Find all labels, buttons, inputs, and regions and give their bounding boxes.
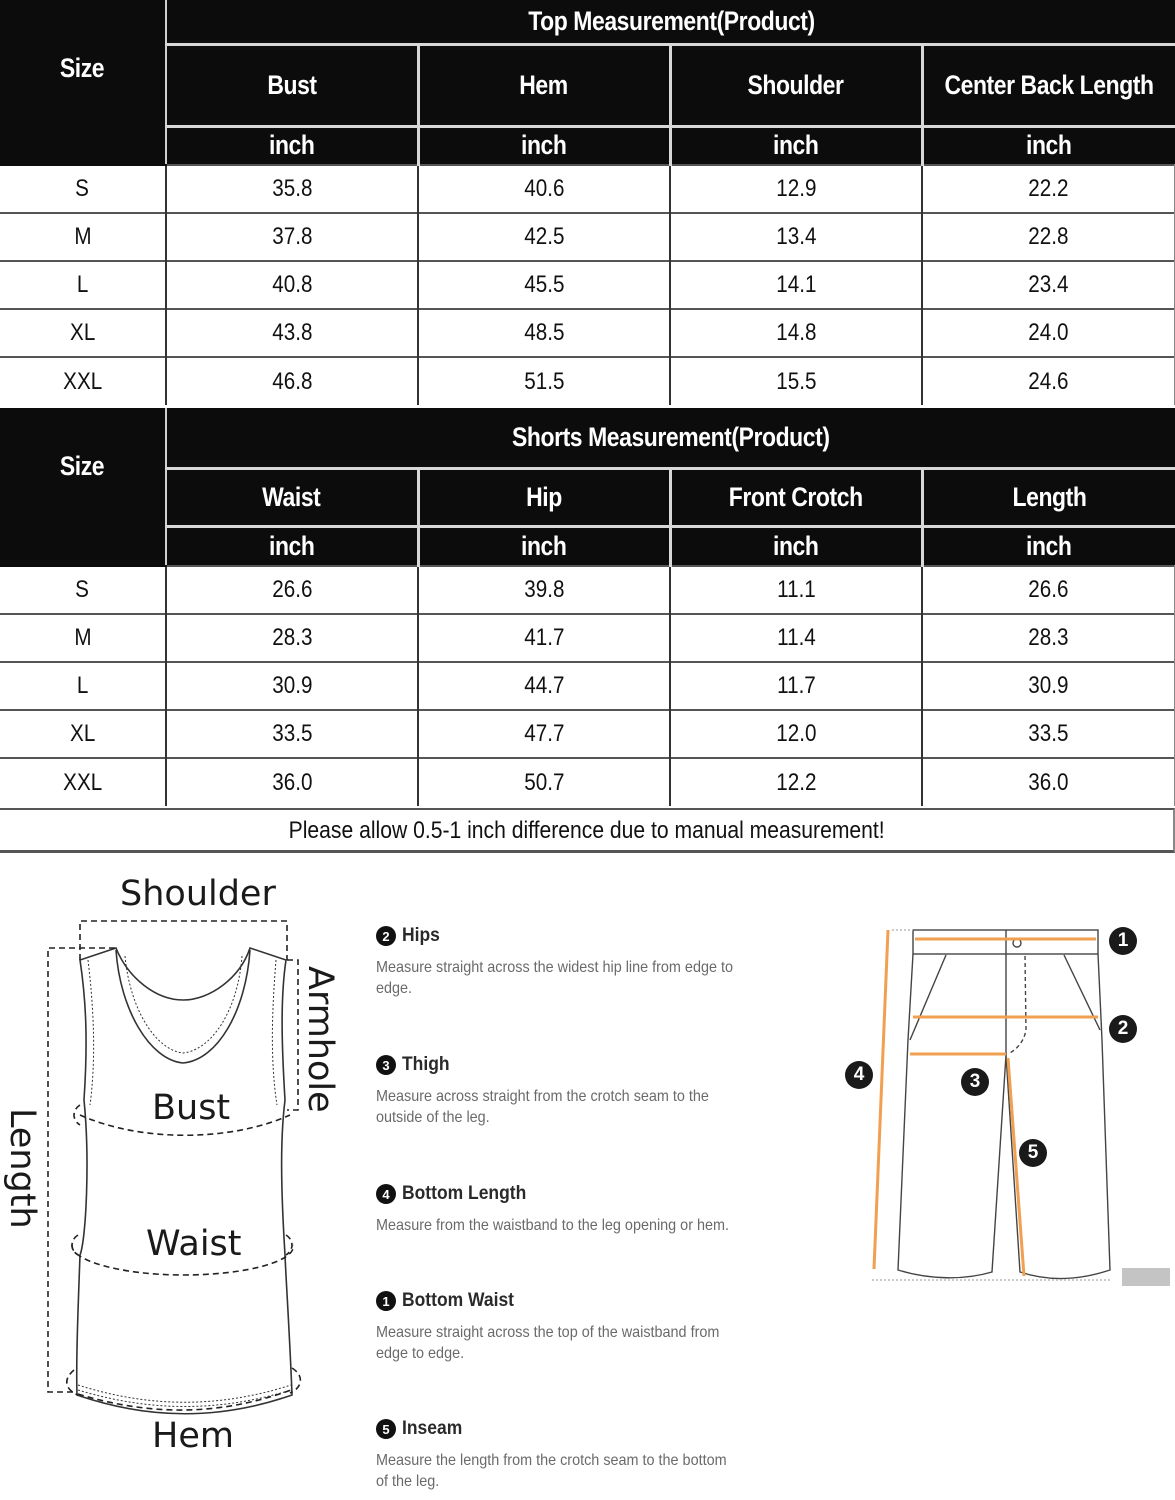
table-row bbox=[0, 213, 1175, 261]
waist-label: Waist bbox=[146, 1224, 242, 1264]
size-cell: XL bbox=[0, 710, 166, 758]
size-cell: S bbox=[0, 165, 166, 213]
size-cell: XXL bbox=[0, 758, 166, 806]
size-cell: M bbox=[0, 213, 166, 261]
value-cell: 33.5 bbox=[922, 710, 1175, 758]
unit-label: inch bbox=[922, 526, 1175, 566]
value-cell: 50.7 bbox=[418, 758, 670, 806]
number-badge-icon: 1 bbox=[376, 1291, 396, 1311]
top-measurement-table bbox=[0, 0, 1175, 405]
number-badge-icon: 2 bbox=[376, 926, 396, 946]
table-row bbox=[0, 566, 1175, 614]
marker-1-icon: 1 bbox=[1109, 927, 1137, 955]
marker-2-icon: 2 bbox=[1109, 1015, 1137, 1043]
value-cell: 36.0 bbox=[166, 758, 418, 806]
instruction-bottom-length: 4 Bottom Length Measure from the waistband to the leg opening or hem. bbox=[376, 1183, 730, 1234]
measurement-note: Please allow 0.5-1 inch difference due to manual measurement! bbox=[0, 808, 1175, 853]
value-cell: 15.5 bbox=[670, 357, 922, 405]
number-badge-icon: 5 bbox=[376, 1419, 396, 1439]
unit-label: inch bbox=[670, 526, 922, 566]
value-cell: 13.4 bbox=[670, 213, 922, 261]
shorts-diagram bbox=[840, 900, 1175, 1300]
unit-label: inch bbox=[418, 526, 670, 566]
unit-label: inch bbox=[166, 126, 418, 165]
marker-4-icon: 4 bbox=[845, 1061, 873, 1089]
value-cell: 39.8 bbox=[418, 566, 670, 614]
instruction-hips: 2 Hips Measure straight across the widest hip line from edge to edge. bbox=[376, 925, 733, 997]
value-cell: 28.3 bbox=[166, 614, 418, 662]
column-header-shoulder: Shoulder bbox=[670, 44, 922, 126]
unit-label: inch bbox=[166, 526, 418, 566]
table-row bbox=[0, 309, 1175, 357]
value-cell: 37.8 bbox=[166, 213, 418, 261]
value-cell: 26.6 bbox=[922, 566, 1175, 614]
size-cell: XXL bbox=[0, 357, 166, 405]
value-cell: 22.8 bbox=[922, 213, 1175, 261]
table-row bbox=[0, 165, 1175, 213]
table-row bbox=[0, 357, 1175, 405]
hem-label: Hem bbox=[152, 1416, 234, 1456]
value-cell: 45.5 bbox=[418, 261, 670, 309]
marker-3-icon: 3 bbox=[961, 1068, 989, 1096]
size-cell: L bbox=[0, 261, 166, 309]
instruction-bottom-waist: 1 Bottom Waist Measure straight across the top of the waistband from edge to edge. bbox=[376, 1290, 720, 1362]
value-cell: 28.3 bbox=[922, 614, 1175, 662]
value-cell: 12.9 bbox=[670, 165, 922, 213]
table-row bbox=[0, 662, 1175, 710]
tank-top-diagram bbox=[0, 860, 360, 1500]
size-cell: S bbox=[0, 566, 166, 614]
column-header-length: Length bbox=[922, 468, 1175, 526]
value-cell: 46.8 bbox=[166, 357, 418, 405]
column-header-hem: Hem bbox=[418, 44, 670, 126]
armhole-label: Armhole bbox=[300, 966, 340, 1113]
value-cell: 11.1 bbox=[670, 566, 922, 614]
value-cell: 26.6 bbox=[166, 566, 418, 614]
value-cell: 23.4 bbox=[922, 261, 1175, 309]
value-cell: 14.1 bbox=[670, 261, 922, 309]
value-cell: 44.7 bbox=[418, 662, 670, 710]
value-cell: 36.0 bbox=[922, 758, 1175, 806]
value-cell: 48.5 bbox=[418, 309, 670, 357]
value-cell: 11.7 bbox=[670, 662, 922, 710]
value-cell: 47.7 bbox=[418, 710, 670, 758]
value-cell: 12.0 bbox=[670, 710, 922, 758]
number-badge-icon: 3 bbox=[376, 1055, 396, 1075]
size-header: Size bbox=[0, 0, 166, 165]
column-header-hip: Hip bbox=[418, 468, 670, 526]
table-row bbox=[0, 614, 1175, 662]
value-cell: 24.0 bbox=[922, 309, 1175, 357]
size-cell: XL bbox=[0, 309, 166, 357]
table-row bbox=[0, 261, 1175, 309]
length-label: Length bbox=[2, 1108, 42, 1229]
table-row bbox=[0, 758, 1175, 806]
color-swatch bbox=[1122, 1268, 1170, 1286]
instruction-thigh: 3 Thigh Measure across straight from the crotch seam to the outside of the leg. bbox=[376, 1054, 709, 1126]
table-title: Top Measurement(Product) bbox=[166, 0, 1175, 44]
number-badge-icon: 4 bbox=[376, 1184, 396, 1204]
value-cell: 24.6 bbox=[922, 357, 1175, 405]
size-cell: M bbox=[0, 614, 166, 662]
value-cell: 22.2 bbox=[922, 165, 1175, 213]
size-cell: L bbox=[0, 662, 166, 710]
value-cell: 42.5 bbox=[418, 213, 670, 261]
instruction-inseam: 5 Inseam Measure the length from the crotch seam to the bottom of the leg. bbox=[376, 1418, 727, 1490]
value-cell: 40.6 bbox=[418, 165, 670, 213]
size-header: Size bbox=[0, 408, 166, 566]
table-row bbox=[0, 710, 1175, 758]
shoulder-label: Shoulder bbox=[120, 874, 276, 914]
unit-label: inch bbox=[670, 126, 922, 165]
column-header-bust: Bust bbox=[166, 44, 418, 126]
bust-label: Bust bbox=[152, 1088, 231, 1128]
value-cell: 40.8 bbox=[166, 261, 418, 309]
column-header-waist: Waist bbox=[166, 468, 418, 526]
value-cell: 41.7 bbox=[418, 614, 670, 662]
unit-label: inch bbox=[922, 126, 1175, 165]
column-header-front-crotch: Front Crotch bbox=[670, 468, 922, 526]
value-cell: 30.9 bbox=[166, 662, 418, 710]
value-cell: 35.8 bbox=[166, 165, 418, 213]
column-header-center-back-length: Center Back Length bbox=[922, 44, 1175, 126]
value-cell: 14.8 bbox=[670, 309, 922, 357]
marker-5-icon: 5 bbox=[1019, 1139, 1047, 1167]
value-cell: 30.9 bbox=[922, 662, 1175, 710]
value-cell: 11.4 bbox=[670, 614, 922, 662]
value-cell: 51.5 bbox=[418, 357, 670, 405]
table-title: Shorts Measurement(Product) bbox=[166, 408, 1175, 468]
unit-label: inch bbox=[418, 126, 670, 165]
shorts-measurement-table bbox=[0, 408, 1175, 806]
value-cell: 43.8 bbox=[166, 309, 418, 357]
value-cell: 33.5 bbox=[166, 710, 418, 758]
value-cell: 12.2 bbox=[670, 758, 922, 806]
